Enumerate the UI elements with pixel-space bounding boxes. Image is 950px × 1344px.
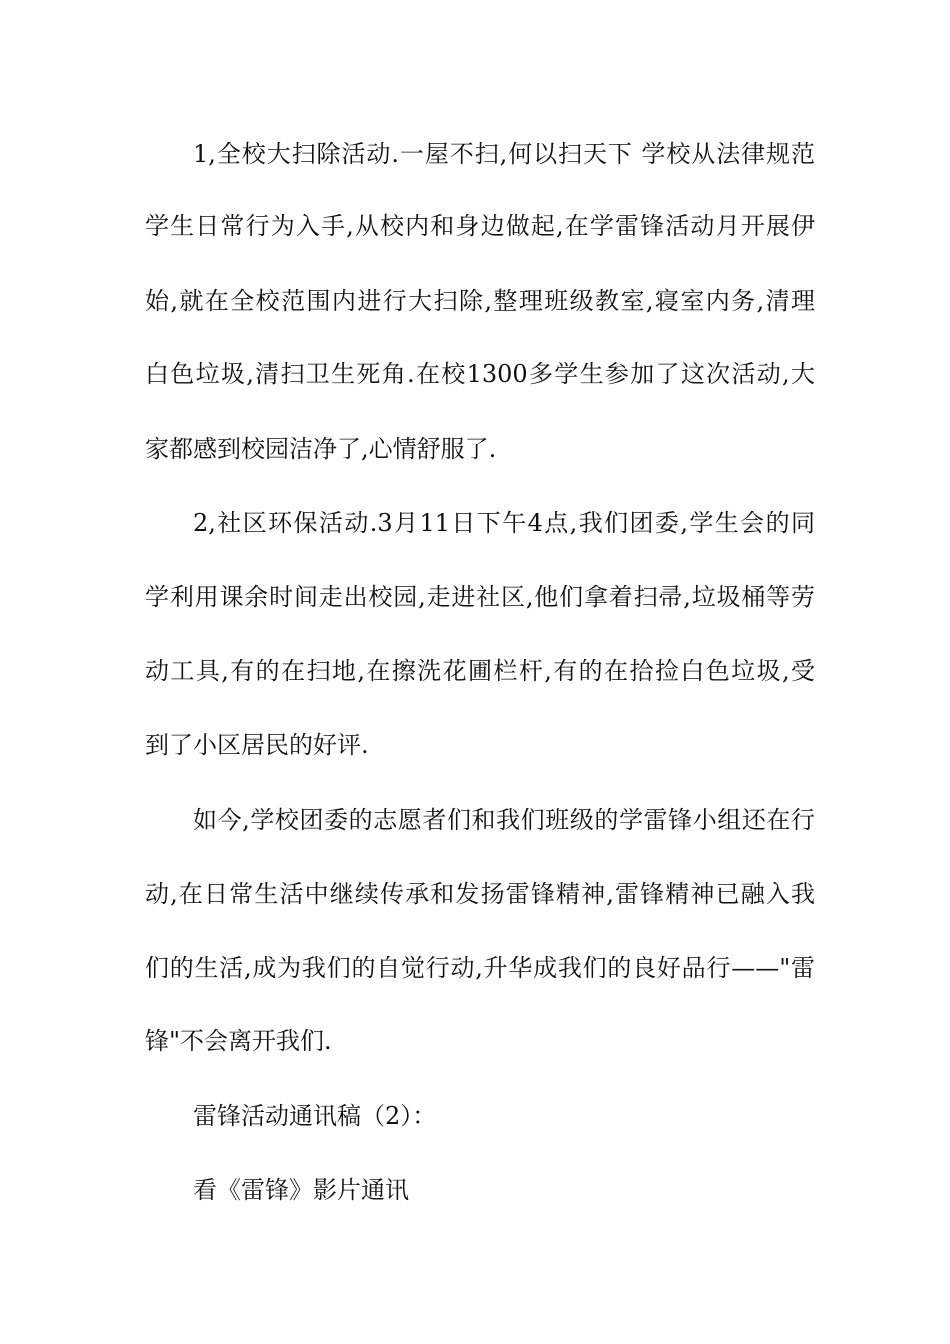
paragraph-1-line-1: 1,全校大扫除活动.一屋不扫,何以扫天下 学校从法律规范 — [193, 140, 815, 168]
paragraph-3-line-2: 动,在日常生活中继续传承和发扬雷锋精神,雷锋精神已融入我 — [145, 880, 815, 908]
paragraph-3-line-1: 如今,学校团委的志愿者们和我们班级的学雷锋小组还在行 — [193, 806, 815, 834]
paragraph-2-line-3: 动工具,有的在扫地,在擦洗花圃栏杆,有的在拾捡白色垃圾,受 — [145, 657, 815, 685]
paragraph-1-line-3: 始,就在全校范围内进行大扫除,整理班级教室,寝室内务,清理 — [145, 287, 815, 315]
paragraph-1-line-2: 学生日常行为入手,从校内和身边做起,在学雷锋活动月开展伊 — [145, 212, 815, 240]
paragraph-2-line-4: 到了小区居民的好评. — [145, 731, 369, 759]
paragraph-1-line-4: 白色垃圾,清扫卫生死角.在校1300多学生参加了这次活动,大 — [145, 360, 815, 388]
paragraph-1-line-5: 家都感到校园洁净了,心情舒服了. — [145, 435, 497, 463]
paragraph-2-line-2: 学利用课余时间走出校园,走进社区,他们拿着扫帚,垃圾桶等劳 — [145, 583, 815, 611]
section-subtitle: 看《雷锋》影片通讯 — [193, 1176, 409, 1204]
paragraph-2-line-1: 2,社区环保活动.3月11日下午4点,我们团委,学生会的同 — [193, 509, 815, 537]
section-heading: 雷锋活动通讯稿（2）： — [193, 1102, 437, 1130]
paragraph-3-line-4: 锋"不会离开我们. — [145, 1027, 332, 1055]
paragraph-3-line-3: 们的生活,成为我们的自觉行动,升华成我们的良好品行——"雷 — [145, 954, 815, 982]
